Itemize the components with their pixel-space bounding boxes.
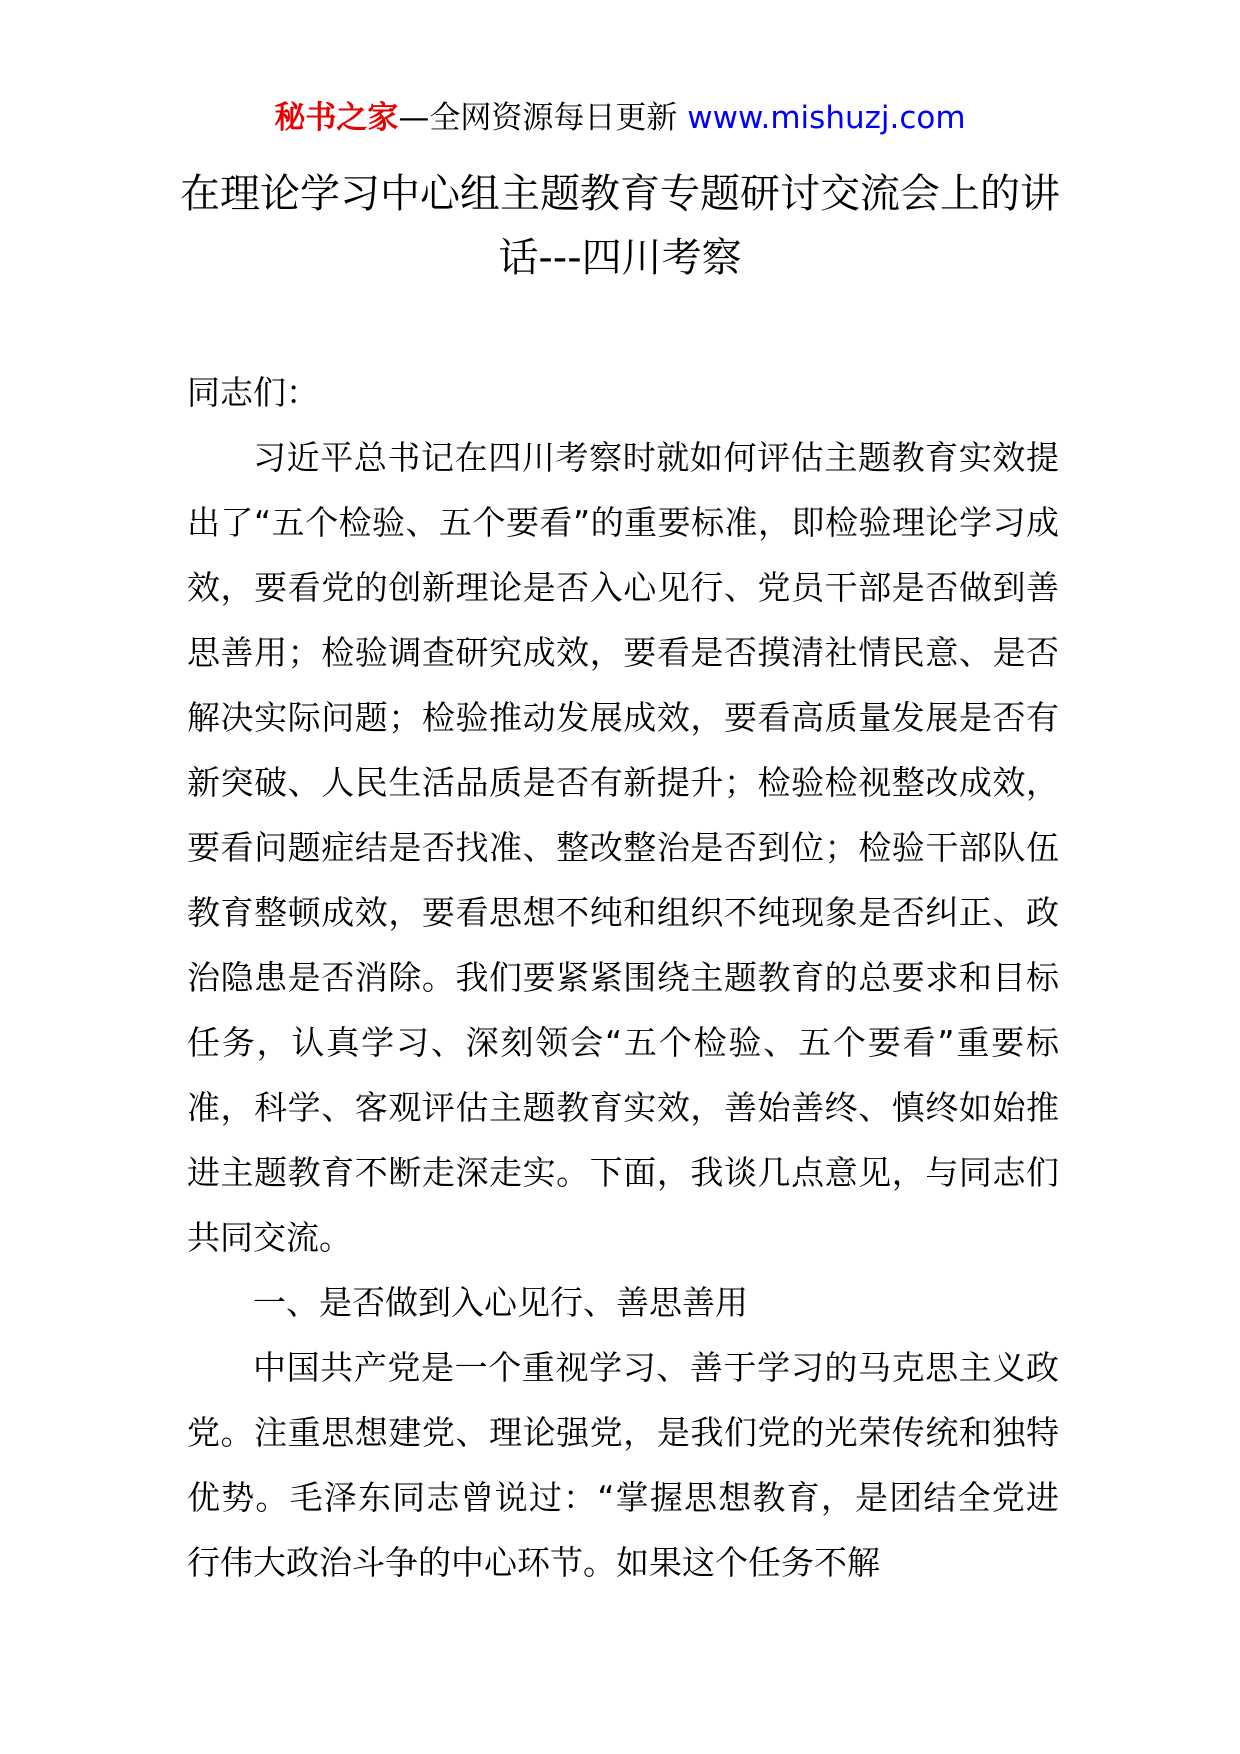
document-title: 在理论学习中心组主题教育专题研讨交流会上的讲话---四川考察 — [180, 171, 1060, 281]
paragraph-section-1: 中国共产党是一个重视学习、善于学习的马克思主义政党。注重思想建党、理论强党，是我们党的光荣传统和独特优势。毛泽东同志曾说过：“掌握思想教育，是团结全党进行伟大政治斗争的中心环节。如果这个任务不解 — [187, 1348, 1059, 1582]
site-banner — [0, 98, 1240, 138]
section-heading-1: 一、是否做到入心见行、善思善用 — [253, 1283, 748, 1322]
site-tagline: —全网资源每日更新 — [398, 100, 688, 136]
salutation: 同志们： — [187, 373, 319, 412]
site-url-link[interactable]: www.mishuzj.com — [687, 100, 966, 136]
document-body — [187, 360, 1059, 1595]
paragraph-intro: 习近平总书记在四川考察时就如何评估主题教育实效提出了“五个检验、五个要看”的重要标准，即检验理论学习成效，要看党的创新理论是否入心见行、党员干部是否做到善思善用；检验调查研究成效，要看是否摸清社情民意、是否解决实际问题；检验推动发展成效，要看高质量发展是否有新突破、人民生活品质是否有新提升；检验检视整改成效，要看问题症结是否找准、整改整治是否到位；检验干部队伍教育整顿成效，要看思想不纯和组织不纯现象是否纠正、政治隐患是否消除。我们要紧紧围绕主题教育的总要求和目标任务，认真学习、深刻领会“五个检验、五个要看”重要标准，科学、客观评估主题教育实效，善始善终、慎终如始推进主题教育不断走深走实。下面，我谈几点意见，与同志们共同交流。 — [187, 438, 1059, 1257]
brand-name: 秘书之家 — [274, 100, 399, 136]
